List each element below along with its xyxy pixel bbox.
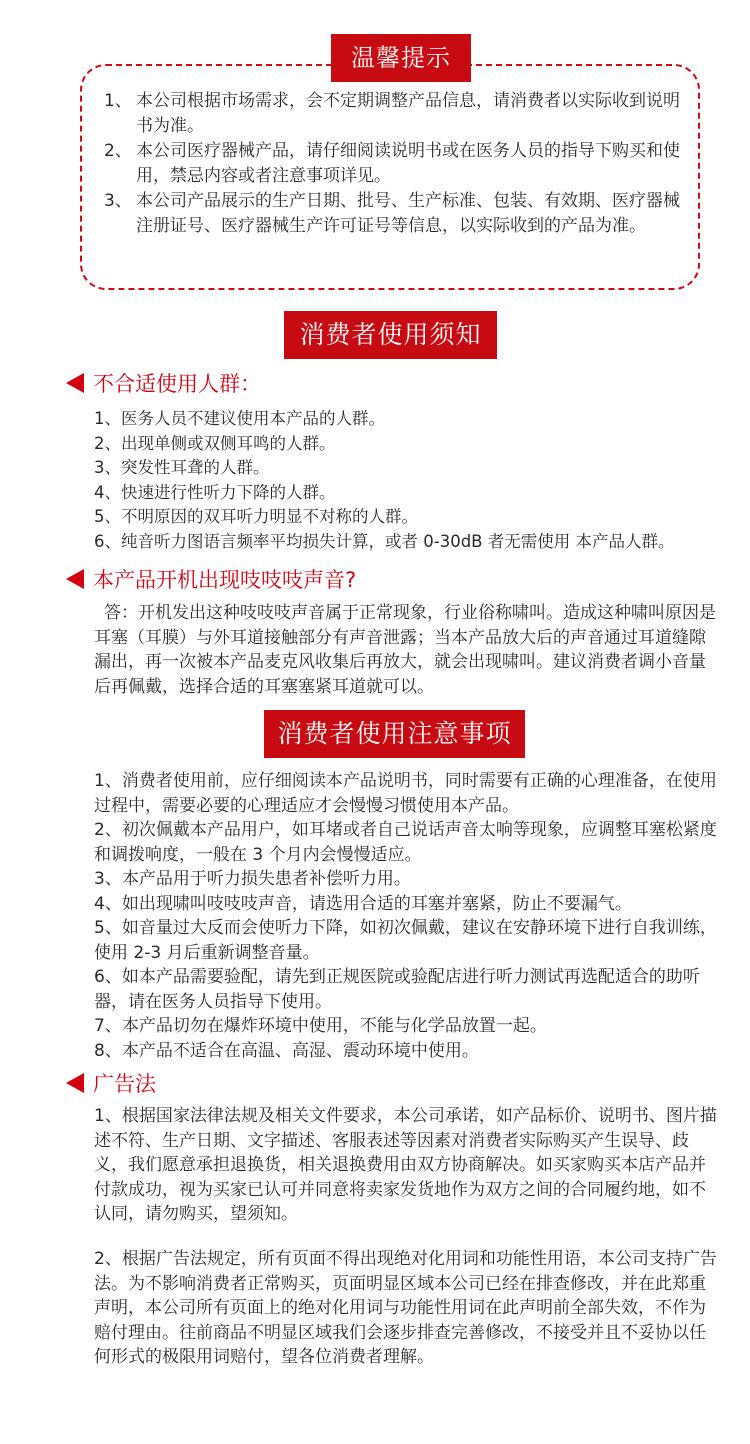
subheading-squeal-text: 本产品开机出现吱吱吱声音? xyxy=(93,568,357,592)
list-item: 1、消费者使用前，应仔细阅读本产品说明书，同时需要有正确的心理准备，在使用过程中，需要必要的心理适应才会慢慢习惯使用本产品。 xyxy=(94,771,717,816)
list-item: 6、如本产品需要验配，请先到正规医院或验配店进行听力测试再选配适合的助听器，请在医务人员指导下使用。 xyxy=(94,967,700,1012)
triangle-marker-icon xyxy=(66,569,84,589)
notice-title: 温馨提示 xyxy=(331,34,471,82)
list-item: 6、纯音听力图语言频率平均损失计算，或者 0-30dB 者无需使用 本产品人群。 xyxy=(94,531,675,551)
adlaw-paragraph-1 xyxy=(94,1104,719,1227)
notice-item-number: 1、 xyxy=(104,91,132,111)
notice-item-text: 本公司根据市场需求，会不定期调整产品信息，请消费者以实际收到说明书为准。 xyxy=(136,91,680,136)
notice-item-number: 3、 xyxy=(104,191,132,211)
notice-item-text: 本公司产品展示的生产日期、批号、生产标准、包装、有效期、医疗器械注册证号、医疗器械生产许可证号等信息，以实际收到的产品为准。 xyxy=(136,191,680,236)
list-item: 1、医务人员不建议使用本产品的人群。 xyxy=(94,409,385,428)
adlaw-paragraph-2-text: 2、根据广告法规定，所有页面不得出现绝对化用词和功能性用语，本公司支持广告法。为不影响消费者正常购买，页面明显区域本公司已经在排查修改，并在此郑重声明，本公司所有页面上的绝对化用词与功能性用词在此声明前全部失效，不作为赔付理由。往前商品不明显区域我们会逐步排查完善修改，不接受并且不妥协以任何形式的极限用词赔付，望各位消费者理解。 xyxy=(94,1249,717,1367)
subheading-adlaw-text: 广告法 xyxy=(93,1072,156,1096)
list-item: 4、快速进行性听力下降的人群。 xyxy=(94,482,336,502)
notice-item xyxy=(104,89,684,139)
adlaw-paragraph-1-text: 1、根据国家法律法规及相关文件要求，本公司承诺，如产品标价、说明书、图片描述不符、生产日期、文字描述、客服表述等因素对消费者实际购买产生误导、歧义，我们愿意承担退换货，相关退换费用由双方协商解决。如买家购买本店产品并付款成功，视为买家已认可并同意将卖家发货地作为双方之间的合同履约地，如不认同，请勿购买，望须知。 xyxy=(94,1106,717,1224)
triangle-marker-icon xyxy=(66,1073,84,1093)
squeal-answer-text: 答：开机发出这种吱吱吱声音属于正常现象，行业俗称啸叫。造成这种啸叫原因是耳塞（耳膜）与外耳道接触部分有声音泄露；当本产品放大后的声音通过耳道缝隙漏出，再一次被本产品麦克风收集后再放大，就会出现啸叫。建议消费者调小音量后再佩戴，选择合适的耳塞塞紧耳道就可以。 xyxy=(94,603,716,697)
list-item: 2、初次佩戴本产品用户，如耳堵或者自己说话声音太响等现象，应调整耳塞松紧度和调拨响度，一般在 3 个月内会慢慢适应。 xyxy=(94,820,717,865)
section-banner-usage-notes: 消费者使用须知 xyxy=(284,311,497,359)
list-item: 2、出现单侧或双侧耳鸣的人群。 xyxy=(94,433,336,453)
notice-item xyxy=(104,139,684,189)
adlaw-paragraph-2 xyxy=(94,1247,719,1370)
list-item: 4、如出现啸叫吱吱吱声音，请选用合适的耳塞并塞紧，防止不要漏气。 xyxy=(94,893,632,914)
notice-item-text: 本公司医疗器械产品，请仔细阅读说明书或在医务人员的指导下购买和使用，禁忌内容或者注意事项详见。 xyxy=(136,141,680,186)
notice-item xyxy=(104,189,684,239)
unsuitable-list xyxy=(94,407,674,554)
list-item: 5、如音量过大反而会使听力下降，如初次佩戴，建议在安静环境下进行自我训练，使用 2-3 月后重新调整音量。 xyxy=(94,918,717,963)
subheading-unsuitable xyxy=(66,368,261,398)
precautions-list xyxy=(94,769,719,1063)
list-item: 8、本产品不适合在高温、高湿、震动环境中使用。 xyxy=(94,1040,479,1061)
subheading-adlaw xyxy=(66,1068,156,1098)
section-banner-precautions: 消费者使用注意事项 xyxy=(264,710,525,758)
subheading-squeal xyxy=(66,564,356,594)
list-item: 3、本产品用于听力损失患者补偿听力用。 xyxy=(94,869,411,889)
squeal-answer xyxy=(94,601,719,699)
list-item: 7、本产品切勿在爆炸环境中使用，不能与化学品放置一起。 xyxy=(94,1016,547,1036)
notice-item-number: 2、 xyxy=(104,141,132,161)
list-item: 3、突发性耳聋的人群。 xyxy=(94,458,270,477)
subheading-unsuitable-text: 不合适使用人群： xyxy=(93,372,261,396)
list-item: 5、不明原因的双耳听力明显不对称的人群。 xyxy=(94,507,418,526)
triangle-marker-icon xyxy=(66,373,84,393)
notice-list xyxy=(104,89,684,239)
